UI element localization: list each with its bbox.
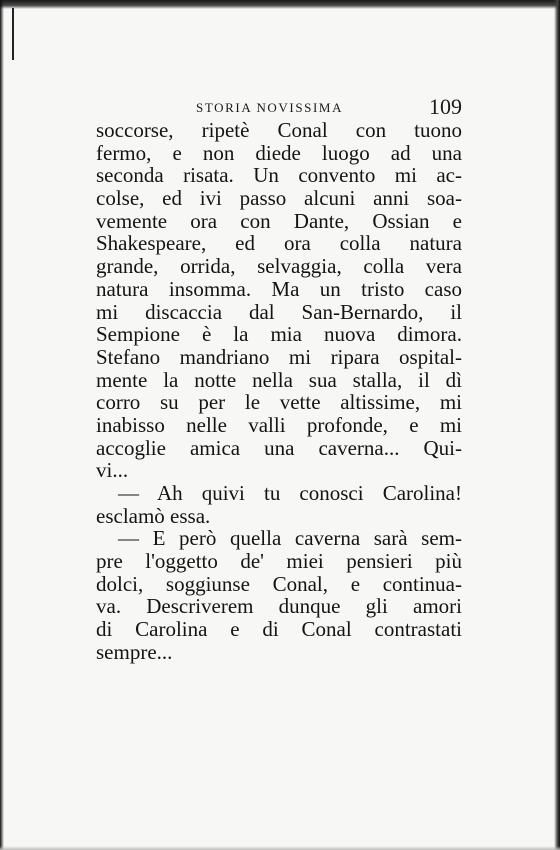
text-line: mi discaccia dal San-Bernardo, il (96, 299, 462, 324)
text-line: colse, ed ivi passo alcuni anni soa- (96, 186, 462, 211)
text-line: pre l'oggetto de' miei pensieri più (96, 549, 462, 574)
text-line: Stefano mandriano mi ripara ospital- (96, 344, 462, 369)
text-line: — Ah quivi tu conosci Carolina! (118, 481, 462, 505)
text-line: mente la notte nella sua stalla, il dì (96, 367, 462, 392)
text-line: seconda risata. Un convento mi ac- (96, 163, 462, 188)
page-left-edge-mark (12, 8, 14, 60)
body-text (96, 119, 462, 664)
page-left-edge-shadow (0, 0, 4, 850)
text-line: esclamò essa. (96, 503, 211, 528)
text-line: soccorse, ripetè Conal con tuono (96, 118, 462, 142)
text-line: vi... (96, 458, 129, 483)
page-right-edge-shadow (554, 0, 560, 850)
text-line: sempre... (96, 639, 173, 664)
page-number: 109 (429, 94, 462, 119)
page-header (96, 94, 462, 120)
page-top-edge-shadow (0, 0, 560, 9)
text-line: inabisso nelle valli profonde, e mi (96, 412, 462, 437)
text-line: natura insomma. Ma un tristo caso (96, 276, 462, 301)
text-line: grande, orrida, selvaggia, colla vera (96, 254, 462, 279)
text-line: va. Descriverem dunque gli amori (96, 594, 462, 619)
text-line: Sempione è la mia nuova dimora. (96, 322, 462, 347)
text-line: Shakespeare, ed ora colla natura (96, 231, 462, 256)
text-line: — E però quella caverna sarà sem- (118, 526, 462, 551)
text-line: fermo, e non diede luogo ad una (96, 140, 462, 165)
page-bottom-edge (0, 846, 560, 850)
running-title: STORIA NOVISSIMA (196, 100, 344, 115)
text-line: accoglie amica una caverna... Qui- (96, 435, 462, 460)
text-line: dolci, soggiunse Conal, e continua- (96, 571, 462, 596)
text-line: corro su per le vette altissime, mi (96, 390, 462, 415)
text-line: di Carolina e di Conal contrastati (96, 617, 462, 642)
text-line: vemente ora con Dante, Ossian e (96, 208, 462, 233)
